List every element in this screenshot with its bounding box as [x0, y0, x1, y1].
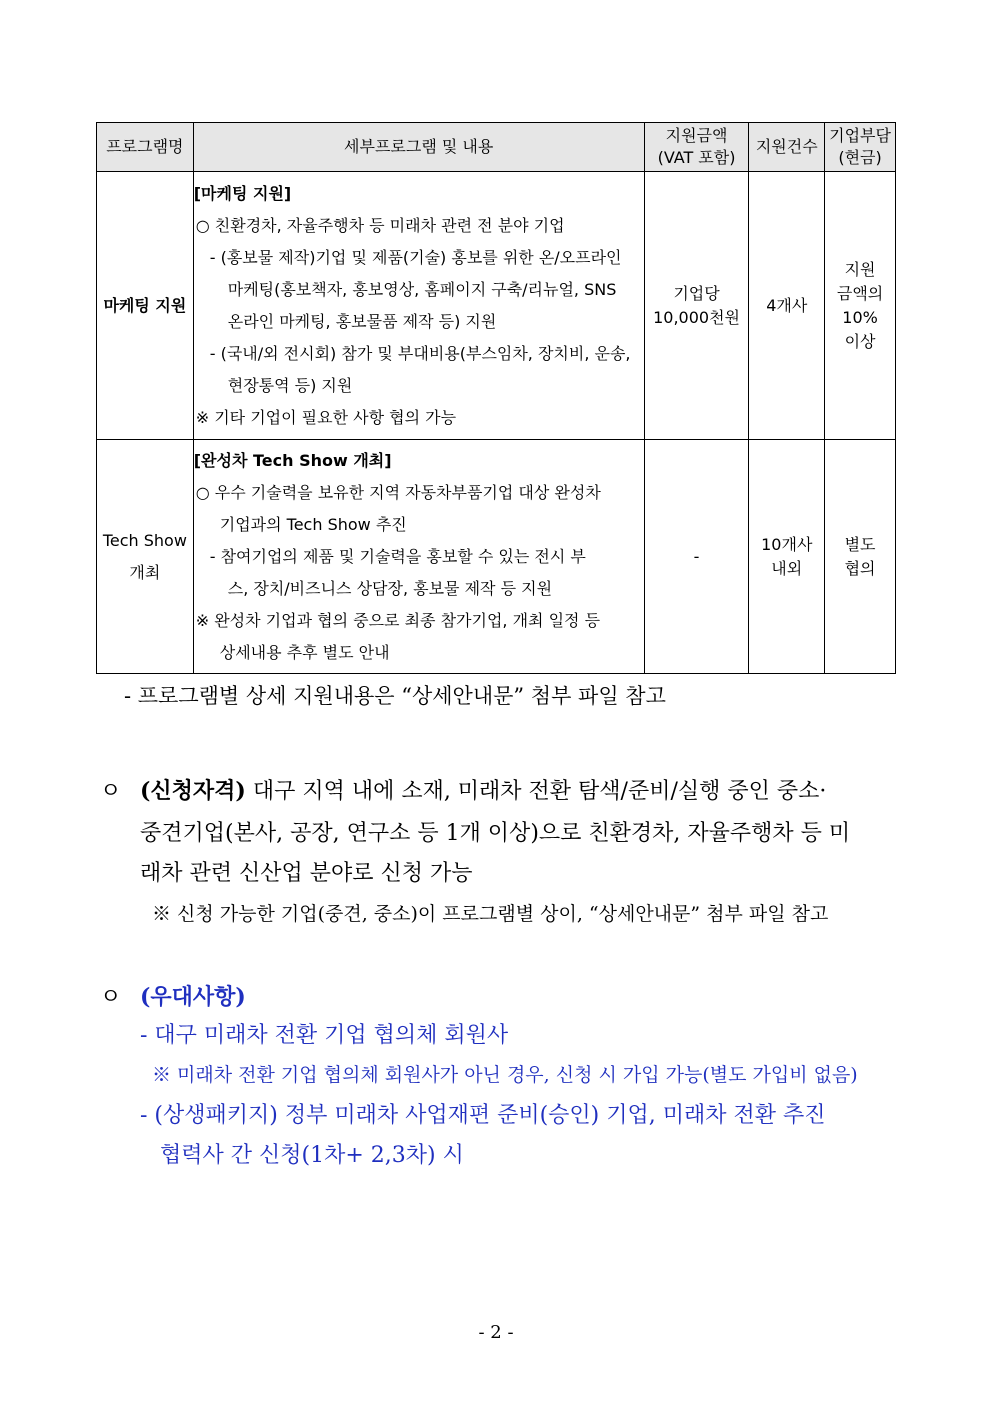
header-amount-line1: 지원금액	[665, 126, 728, 145]
detail-line: ○ 친환경차, 자율주행차 등 미래차 관련 전 분야 기업	[195, 215, 565, 235]
detail-line: - 참여기업의 제품 및 기술력을 홍보할 수 있는 전시 부	[209, 546, 586, 566]
detail-line: 스, 장치/비즈니스 상담장, 홍보물 제작 등 지원	[227, 578, 553, 598]
support-amount-line1: 기업당	[673, 283, 720, 303]
detail-line: ○ 우수 기술력을 보유한 지역 자동차부품기업 대상 완성차	[195, 482, 601, 502]
preference-heading	[100, 980, 246, 1011]
company-burden	[825, 440, 896, 674]
detail-note: ※ 완성차 기업과 협의 중으로 최종 참가기업, 개최 일정 등	[195, 610, 601, 630]
preference-bullet: ㅇ	[100, 985, 122, 1010]
program-name	[97, 440, 194, 674]
header-detail: 세부프로그램 및 내용	[193, 123, 644, 172]
header-amount	[644, 123, 749, 172]
support-amount	[644, 172, 749, 440]
program-name-line2: 개최	[129, 562, 161, 582]
detail-heading: [완성차 Tech Show 개최]	[193, 450, 392, 470]
header-burden-line1: 기업부담	[829, 126, 891, 145]
burden-line: 협의	[844, 558, 876, 578]
detail-line: 마케팅(홍보책자, 홍보영상, 홈페이지 구축/리뉴얼, SNS	[227, 279, 617, 299]
page-number: - 2 -	[478, 1322, 514, 1343]
program-name-line1: 마케팅 지원	[103, 295, 187, 315]
header-program: 프로그램명	[97, 123, 194, 172]
support-count	[749, 440, 825, 674]
company-burden	[825, 172, 896, 440]
support-amount-line2: 10,000천원	[653, 307, 740, 327]
header-burden	[825, 123, 896, 172]
program-name	[97, 172, 194, 440]
support-count-line1: 4개사	[766, 295, 808, 315]
eligibility-line-2: 중견기업(본사, 공장, 연구소 등 1개 이상)으로 친환경차, 자율주행차 등 미	[140, 821, 851, 846]
detail-heading: [마케팅 지원]	[193, 183, 292, 203]
detail-line: 상세내용 추후 별도 안내	[219, 642, 390, 662]
table-row	[97, 172, 896, 440]
program-table	[96, 122, 896, 674]
burden-line: 지원	[844, 259, 876, 279]
eligibility-line-3: 래차 관련 신산업 분야로 신청 가능	[140, 861, 473, 886]
header-amount-line2: (VAT 포함)	[657, 148, 736, 167]
burden-line: 별도	[844, 534, 876, 554]
detail-line: 현장통역 등) 지원	[227, 375, 353, 395]
eligibility-label: (신청자격)	[140, 778, 246, 804]
support-count-line2: 내외	[771, 558, 803, 578]
preference-item-1: - 대구 미래차 전환 기업 협의체 회원사	[140, 1023, 509, 1048]
eligibility-note: ※ 신청 가능한 기업(중견, 중소)이 프로그램별 상이, “상세안내문” 첨부 파일 참고	[152, 903, 829, 925]
program-detail	[193, 172, 644, 440]
preference-item-2-line-2: 협력사 간 신청(1차+ 2,3차) 시	[160, 1143, 464, 1168]
detail-line: - (국내/외 전시회) 참가 및 부대비용(부스임차, 장치비, 운송,	[209, 343, 631, 363]
program-name-line1: Tech Show	[102, 530, 187, 550]
detail-line: - (홍보물 제작)기업 및 제품(기술) 홍보를 위한 온/오프라인	[209, 247, 622, 267]
burden-line: 10%	[842, 307, 878, 327]
burden-line: 이상	[844, 331, 876, 351]
program-detail	[193, 440, 644, 674]
detail-line: 온라인 마케팅, 홍보물품 제작 등) 지원	[227, 311, 497, 331]
burden-line: 금액의	[836, 283, 884, 303]
header-count: 지원건수	[749, 123, 825, 172]
support-amount	[644, 440, 749, 674]
reference-note: - 프로그램별 상세 지원내용은 “상세안내문” 첨부 파일 참고	[124, 684, 666, 708]
preference-item-2-line-1: - (상생패키지) 정부 미래차 사업재편 준비(승인) 기업, 미래차 전환 추진	[140, 1103, 826, 1128]
detail-note: ※ 기타 기업이 필요한 사항 협의 가능	[195, 407, 457, 427]
support-amount-line1: -	[693, 546, 700, 566]
support-count	[749, 172, 825, 440]
preference-label: (우대사항)	[140, 984, 246, 1010]
table-header-row	[97, 123, 896, 172]
eligibility-text: 대구 지역 내에 소재, 미래차 전환 탐색/준비/실행 중인 중소·	[245, 779, 827, 804]
preference-item-1-note: ※ 미래차 전환 기업 협의체 회원사가 아닌 경우, 신청 시 가입 가능(별도 가입비 없음)	[152, 1064, 858, 1086]
table-row	[97, 440, 896, 674]
eligibility-line-1	[100, 774, 826, 805]
eligibility-bullet: ㅇ	[100, 779, 122, 804]
header-burden-line2: (현금)	[838, 148, 882, 167]
detail-line: 기업과의 Tech Show 추진	[219, 514, 407, 534]
support-count-line1: 10개사	[761, 534, 813, 554]
